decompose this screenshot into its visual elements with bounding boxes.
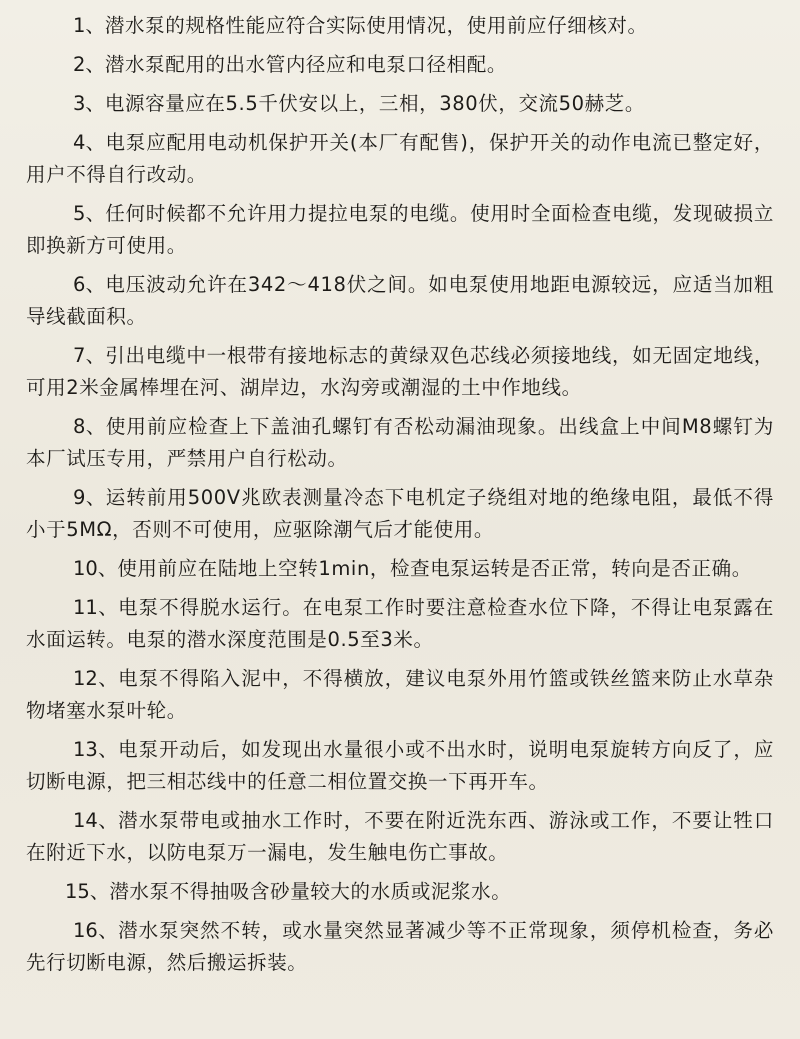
instruction-number: 10、 <box>73 557 118 580</box>
instruction-number: 12、 <box>73 667 119 690</box>
instruction-item-13 <box>26 734 774 798</box>
instruction-text: 潜水泵带电或抽水工作时，不要在附近洗东西、游泳或工作，不要让牲口在附近下水，以防电泵万一漏电，发生触电伤亡事故。 <box>26 809 774 864</box>
instruction-text: 电源容量应在5.5千伏安以上，三相，380伏，交流50赫芝。 <box>104 92 645 115</box>
instruction-item-1 <box>26 10 774 42</box>
instruction-item-15 <box>26 876 774 908</box>
instruction-number: 6、 <box>73 273 106 296</box>
instruction-number: 5、 <box>73 202 106 225</box>
instruction-item-11 <box>26 592 774 656</box>
instruction-number: 1、 <box>73 14 105 37</box>
instruction-text: 运转前用500V兆欧表测量冷态下电机定子绕组对地的绝缘电阻，最低不得小于5MΩ，否则不可使用，应驱除潮气后才能使用。 <box>26 486 774 541</box>
instruction-text: 使用前应检查上下盖油孔螺钉有否松动漏油现象。出线盒上中间M8螺钉为本厂试压专用，严禁用户自行松动。 <box>26 415 774 470</box>
instruction-text: 电泵不得脱水运行。在电泵工作时要注意检查水位下降，不得让电泵露在水面运转。电泵的潜水深度范围是0.5至3米。 <box>26 596 774 651</box>
instruction-number: 16、 <box>73 919 119 942</box>
instruction-item-12 <box>26 663 774 727</box>
instruction-item-10 <box>26 553 774 585</box>
instruction-text: 任何时候都不允许用力提拉电泵的电缆。使用时全面检查电缆，发现破损立即换新方可使用。 <box>26 202 774 257</box>
instruction-item-2 <box>26 49 774 81</box>
instruction-number: 11、 <box>73 596 119 619</box>
instruction-text: 电压波动允许在342～418伏之间。如电泵使用地距电源较远，应适当加粗导线截面积。 <box>26 273 774 328</box>
instruction-text: 潜水泵不得抽吸含砂量较大的水质或泥浆水。 <box>109 880 512 903</box>
instruction-item-4 <box>26 127 774 191</box>
instruction-text: 使用前应在陆地上空转1min，检查电泵运转是否正常，转向是否正确。 <box>117 557 752 580</box>
instruction-number: 15、 <box>65 880 110 903</box>
instruction-number: 4、 <box>73 131 106 154</box>
instruction-text: 电泵开动后，如发现出水量很小或不出水时，说明电泵旋转方向反了，应切断电源，把三相芯线中的任意二相位置交换一下再开车。 <box>26 738 774 793</box>
instruction-number: 3、 <box>73 92 105 115</box>
instruction-item-16 <box>26 915 774 979</box>
instruction-text: 潜水泵的规格性能应符合实际使用情况，使用前应仔细核对。 <box>104 14 648 37</box>
instruction-text: 电泵不得陷入泥中，不得横放，建议电泵外用竹篮或铁丝篮来防止水草杂物堵塞水泵叶轮。 <box>26 667 774 722</box>
instruction-number: 8、 <box>73 415 106 438</box>
instruction-number: 2、 <box>73 53 105 76</box>
instruction-item-14 <box>26 805 774 869</box>
instruction-text: 潜水泵配用的出水管内径应和电泵口径相配。 <box>104 53 507 76</box>
instruction-number: 14、 <box>73 809 119 832</box>
instruction-item-9 <box>26 482 774 546</box>
instruction-item-8 <box>26 411 774 475</box>
instruction-list <box>26 10 774 979</box>
instruction-text: 潜水泵突然不转，或水量突然显著减少等不正常现象，须停机检查，务必先行切断电源，然后搬运拆装。 <box>26 919 774 974</box>
instruction-number: 7、 <box>73 344 106 367</box>
instruction-item-7 <box>26 340 774 404</box>
instruction-item-3 <box>26 88 774 120</box>
instruction-text: 电泵应配用电动机保护开关(本厂有配售)，保护开关的动作电流已整定好，用户不得自行改动。 <box>26 131 774 186</box>
instruction-item-6 <box>26 269 774 333</box>
instruction-item-5 <box>26 198 774 262</box>
instruction-number: 9、 <box>73 486 106 509</box>
instruction-text: 引出电缆中一根带有接地标志的黄绿双色芯线必须接地线，如无固定地线，可用2米金属棒埋在河、湖岸边，水沟旁或潮湿的土中作地线。 <box>26 344 774 399</box>
instruction-number: 13、 <box>73 738 119 761</box>
